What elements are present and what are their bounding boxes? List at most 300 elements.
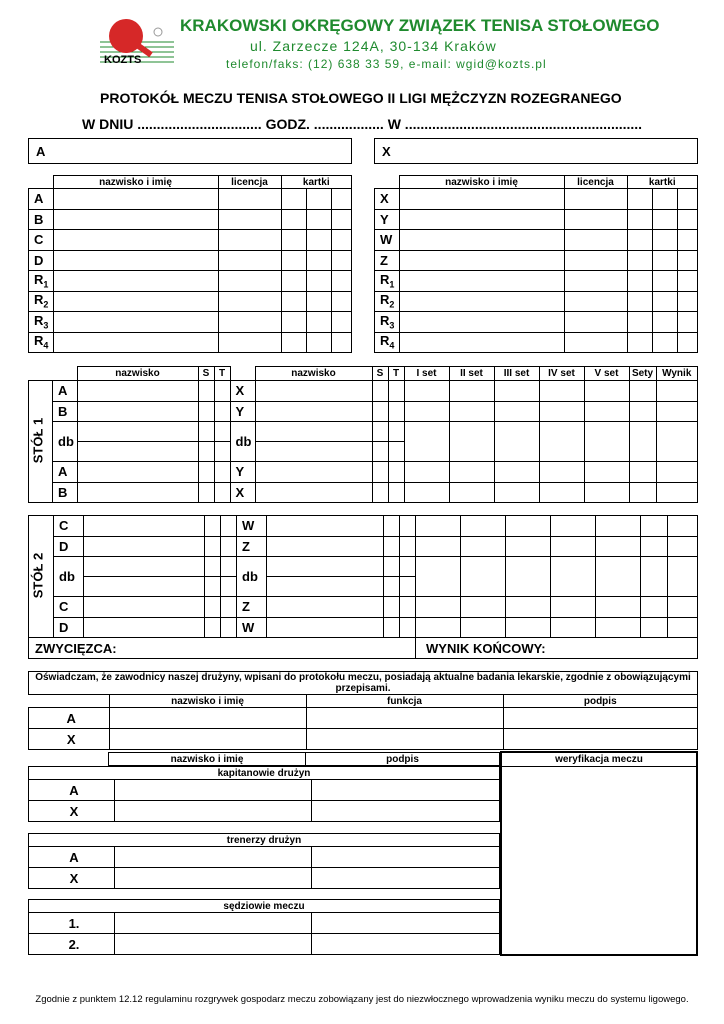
s-cell[interactable]: [384, 617, 400, 638]
s-cell[interactable]: [372, 401, 388, 422]
set-cell[interactable]: [404, 482, 449, 503]
card-cell[interactable]: [331, 209, 352, 230]
final-result-label: WYNIK KOŃCOWY:: [426, 640, 546, 656]
license-cell[interactable]: [218, 271, 281, 292]
set-cell[interactable]: [494, 482, 539, 503]
match-header: T: [388, 367, 404, 381]
roster-row-label: B: [29, 209, 54, 230]
verification-label: weryfikacja meczu: [502, 753, 696, 767]
t-cell[interactable]: [388, 482, 404, 503]
card-cell[interactable]: [652, 250, 677, 271]
captain-row-label: A: [29, 780, 115, 801]
set-cell[interactable]: [539, 462, 584, 483]
roster-row-label: Z: [375, 250, 400, 271]
card-cell[interactable]: [652, 230, 677, 251]
license-cell[interactable]: [218, 209, 281, 230]
sets-cell[interactable]: [629, 401, 656, 422]
t-cell[interactable]: [221, 557, 237, 597]
logo: [98, 12, 176, 72]
player-cell[interactable]: [84, 597, 205, 618]
player-cell[interactable]: [84, 516, 205, 537]
final-result-field[interactable]: [416, 638, 698, 659]
doubles-cell[interactable]: [77, 422, 198, 462]
player-cell[interactable]: [255, 401, 372, 422]
signature-cell[interactable]: [312, 847, 500, 868]
sets-cell[interactable]: [641, 516, 668, 537]
team-a-box[interactable]: [28, 138, 352, 164]
card-cell[interactable]: [677, 271, 698, 292]
set-cell[interactable]: [584, 462, 629, 483]
card-cell[interactable]: [331, 291, 352, 312]
card-cell[interactable]: [331, 271, 352, 292]
roster-row-label: $R_4$: [29, 332, 54, 353]
card-cell[interactable]: [281, 230, 306, 251]
s-cell[interactable]: [384, 597, 400, 618]
name-cell[interactable]: [115, 780, 312, 801]
card-cell[interactable]: [652, 312, 677, 333]
player-cell[interactable]: [84, 617, 205, 638]
match-header: Wynik: [656, 367, 698, 381]
function-cell[interactable]: [306, 708, 503, 729]
set-cell[interactable]: [584, 422, 629, 462]
declaration-header-function: funkcja: [306, 695, 503, 708]
card-cell[interactable]: [627, 250, 652, 271]
card-cell[interactable]: [281, 291, 306, 312]
s-cell[interactable]: [205, 536, 221, 557]
s-cell[interactable]: [372, 422, 388, 462]
set-cell[interactable]: [551, 617, 596, 638]
signature-cell[interactable]: [312, 934, 500, 955]
name-cell[interactable]: [399, 332, 564, 353]
roster-row-label: $R_1$: [375, 271, 400, 292]
card-cell[interactable]: [652, 271, 677, 292]
t-cell[interactable]: [221, 597, 237, 618]
match-header: nazwisko: [255, 367, 372, 381]
signature-cell[interactable]: [503, 708, 698, 729]
s-cell[interactable]: [372, 482, 388, 503]
set-cell[interactable]: [506, 516, 551, 537]
s-cell[interactable]: [384, 536, 400, 557]
match-header: T: [214, 367, 230, 381]
captains-table: [28, 766, 500, 822]
function-cell[interactable]: [306, 729, 503, 750]
doubles-left-label: db: [54, 557, 84, 597]
t-cell[interactable]: [400, 557, 416, 597]
verification-box[interactable]: [500, 751, 698, 956]
set-cell[interactable]: [461, 617, 506, 638]
set-cell[interactable]: [449, 482, 494, 503]
set-cell[interactable]: [494, 422, 539, 462]
name-cell[interactable]: [109, 708, 306, 729]
declaration-header-name: nazwisko i imię: [109, 695, 306, 708]
card-cell[interactable]: [677, 230, 698, 251]
doubles-cell[interactable]: [255, 422, 372, 462]
card-cell[interactable]: [677, 312, 698, 333]
card-cell[interactable]: [677, 209, 698, 230]
card-cell[interactable]: [677, 291, 698, 312]
sets-cell[interactable]: [641, 536, 668, 557]
name-cell[interactable]: [53, 250, 218, 271]
set-cell[interactable]: [461, 557, 506, 597]
player-cell[interactable]: [77, 462, 198, 483]
license-cell[interactable]: [564, 209, 627, 230]
set-cell[interactable]: [551, 516, 596, 537]
signatures-header: [108, 752, 500, 766]
license-cell[interactable]: [218, 250, 281, 271]
footer-note: Zgodnie z punktem 12.12 regulaminu rozgrywek gospodarz meczu zobowiązany jest do niezwłocznego wprowadzenia wyniku meczu do systemu ligowego.: [35, 994, 689, 1005]
card-cell[interactable]: [306, 189, 331, 210]
set-cell[interactable]: [584, 482, 629, 503]
name-cell[interactable]: [115, 868, 312, 889]
player-cell[interactable]: [267, 617, 384, 638]
s-cell[interactable]: [198, 462, 214, 483]
logo-text: KOZTS: [104, 54, 142, 66]
card-cell[interactable]: [627, 332, 652, 353]
player-left-label: D: [54, 536, 84, 557]
result-cell[interactable]: [668, 536, 698, 557]
set-cell[interactable]: [596, 597, 641, 618]
t-cell[interactable]: [214, 381, 230, 402]
doubles-cell[interactable]: [84, 557, 205, 597]
team-a-label: A: [36, 144, 46, 159]
roster-header-cards: kartki: [281, 176, 352, 189]
s-cell[interactable]: [198, 401, 214, 422]
org-name: KRAKOWSKI OKRĘGOWY ZWIĄZEK TENISA STOŁOWEGO: [180, 16, 660, 35]
name-cell[interactable]: [399, 250, 564, 271]
set-cell[interactable]: [461, 516, 506, 537]
card-cell[interactable]: [281, 271, 306, 292]
signature-cell[interactable]: [312, 780, 500, 801]
s-cell[interactable]: [372, 381, 388, 402]
player-right-label: Z: [237, 536, 267, 557]
set-cell[interactable]: [449, 422, 494, 462]
card-cell[interactable]: [627, 189, 652, 210]
t-cell[interactable]: [400, 617, 416, 638]
license-cell[interactable]: [218, 230, 281, 251]
name-cell[interactable]: [53, 332, 218, 353]
player-left-label: A: [53, 381, 78, 402]
set-cell[interactable]: [404, 401, 449, 422]
roster-row-label: $R_4$: [375, 332, 400, 353]
set-cell[interactable]: [584, 401, 629, 422]
roster-header-name: nazwisko i imię: [53, 176, 218, 189]
name-cell[interactable]: [53, 291, 218, 312]
match-header: S: [372, 367, 388, 381]
card-cell[interactable]: [652, 189, 677, 210]
match-header: S: [198, 367, 214, 381]
license-cell[interactable]: [218, 312, 281, 333]
t-cell[interactable]: [388, 381, 404, 402]
set-cell[interactable]: [551, 536, 596, 557]
roster-row-label: Y: [375, 209, 400, 230]
player-right-label: Y: [230, 462, 255, 483]
referees-table: [28, 899, 500, 955]
player-left-label: C: [54, 516, 84, 537]
set-cell[interactable]: [449, 401, 494, 422]
coaches-title: trenerzy drużyn: [29, 834, 500, 847]
t-cell[interactable]: [388, 422, 404, 462]
s-cell[interactable]: [205, 557, 221, 597]
s-cell[interactable]: [205, 597, 221, 618]
player-right-label: X: [230, 482, 255, 503]
set-cell[interactable]: [494, 381, 539, 402]
set-cell[interactable]: [461, 536, 506, 557]
result-cell[interactable]: [656, 462, 698, 483]
set-cell[interactable]: [416, 597, 461, 618]
t-cell[interactable]: [388, 462, 404, 483]
set-cell[interactable]: [539, 482, 584, 503]
set-cell[interactable]: [449, 381, 494, 402]
card-cell[interactable]: [331, 189, 352, 210]
player-cell[interactable]: [255, 462, 372, 483]
set-cell[interactable]: [551, 557, 596, 597]
org-address: ul. Zarzecze 124A, 30-134 Kraków: [250, 38, 497, 54]
card-cell[interactable]: [677, 250, 698, 271]
set-cell[interactable]: [596, 536, 641, 557]
signature-cell[interactable]: [312, 913, 500, 934]
team-x-box[interactable]: [374, 138, 698, 164]
t-cell[interactable]: [214, 401, 230, 422]
sets-cell[interactable]: [629, 482, 656, 503]
card-cell[interactable]: [306, 291, 331, 312]
card-cell[interactable]: [281, 250, 306, 271]
set-cell[interactable]: [416, 536, 461, 557]
s-cell[interactable]: [384, 557, 400, 597]
license-cell[interactable]: [564, 291, 627, 312]
name-cell[interactable]: [115, 801, 312, 822]
s-cell[interactable]: [205, 617, 221, 638]
card-cell[interactable]: [677, 332, 698, 353]
t-cell[interactable]: [221, 516, 237, 537]
name-cell[interactable]: [399, 230, 564, 251]
player-cell[interactable]: [77, 401, 198, 422]
player-cell[interactable]: [84, 536, 205, 557]
player-left-label: D: [54, 617, 84, 638]
card-cell[interactable]: [331, 230, 352, 251]
name-cell[interactable]: [53, 271, 218, 292]
name-cell[interactable]: [399, 189, 564, 210]
coaches-table: [28, 833, 500, 889]
player-left-label: C: [54, 597, 84, 618]
set-cell[interactable]: [539, 401, 584, 422]
card-cell[interactable]: [281, 209, 306, 230]
card-cell[interactable]: [306, 332, 331, 353]
set-cell[interactable]: [596, 617, 641, 638]
roster-row-label: W: [375, 230, 400, 251]
roster-table-a: [28, 175, 352, 353]
card-cell[interactable]: [281, 312, 306, 333]
sets-cell[interactable]: [641, 617, 668, 638]
roster-row-label: $R_3$: [375, 312, 400, 333]
sets-cell[interactable]: [641, 557, 668, 597]
result-cell[interactable]: [656, 381, 698, 402]
s-cell[interactable]: [372, 462, 388, 483]
t-cell[interactable]: [388, 401, 404, 422]
set-cell[interactable]: [506, 536, 551, 557]
roster-row-label: C: [29, 230, 54, 251]
t-cell[interactable]: [400, 597, 416, 618]
sets-cell[interactable]: [629, 422, 656, 462]
t-cell[interactable]: [221, 617, 237, 638]
result-cell[interactable]: [668, 597, 698, 618]
s-cell[interactable]: [198, 381, 214, 402]
card-cell[interactable]: [306, 312, 331, 333]
name-cell[interactable]: [53, 230, 218, 251]
player-cell[interactable]: [255, 381, 372, 402]
roster-table-x: [374, 175, 698, 353]
result-cell[interactable]: [668, 557, 698, 597]
card-cell[interactable]: [627, 291, 652, 312]
winner-field[interactable]: [29, 638, 416, 659]
player-cell[interactable]: [77, 381, 198, 402]
table-2-label: STÓŁ 2: [30, 552, 46, 599]
license-cell[interactable]: [564, 271, 627, 292]
declaration-row-label: A: [29, 708, 110, 729]
set-cell[interactable]: [404, 381, 449, 402]
player-right-label: W: [237, 617, 267, 638]
set-cell[interactable]: [404, 422, 449, 462]
card-cell[interactable]: [281, 332, 306, 353]
player-cell[interactable]: [267, 597, 384, 618]
card-cell[interactable]: [652, 291, 677, 312]
set-cell[interactable]: [506, 617, 551, 638]
set-cell[interactable]: [584, 381, 629, 402]
card-cell[interactable]: [677, 189, 698, 210]
roster-header-license: licencja: [218, 176, 281, 189]
coach-row-label: X: [29, 868, 115, 889]
roster-row-label: $R_3$: [29, 312, 54, 333]
card-cell[interactable]: [331, 332, 352, 353]
player-cell[interactable]: [77, 482, 198, 503]
set-cell[interactable]: [416, 617, 461, 638]
name-cell[interactable]: [115, 847, 312, 868]
license-cell[interactable]: [218, 189, 281, 210]
name-cell[interactable]: [399, 271, 564, 292]
name-cell[interactable]: [399, 312, 564, 333]
set-cell[interactable]: [449, 462, 494, 483]
match-header: V set: [584, 367, 629, 381]
match-header: Sety: [629, 367, 656, 381]
card-cell[interactable]: [627, 312, 652, 333]
name-cell[interactable]: [53, 209, 218, 230]
declaration-table: [28, 671, 698, 750]
name-cell[interactable]: [115, 913, 312, 934]
set-cell[interactable]: [416, 557, 461, 597]
declaration-row-label: X: [29, 729, 110, 750]
license-cell[interactable]: [564, 250, 627, 271]
set-cell[interactable]: [416, 516, 461, 537]
name-cell[interactable]: [53, 189, 218, 210]
card-cell[interactable]: [627, 230, 652, 251]
t-cell[interactable]: [400, 516, 416, 537]
name-cell[interactable]: [109, 729, 306, 750]
roster-header-name: nazwisko i imię: [399, 176, 564, 189]
set-cell[interactable]: [494, 462, 539, 483]
set-cell[interactable]: [596, 557, 641, 597]
t-cell[interactable]: [214, 462, 230, 483]
player-cell[interactable]: [255, 482, 372, 503]
name-cell[interactable]: [53, 312, 218, 333]
license-cell[interactable]: [564, 230, 627, 251]
set-cell[interactable]: [506, 557, 551, 597]
sets-cell[interactable]: [629, 381, 656, 402]
license-cell[interactable]: [564, 312, 627, 333]
name-cell[interactable]: [399, 209, 564, 230]
player-right-label: W: [237, 516, 267, 537]
player-left-label: B: [53, 401, 78, 422]
card-cell[interactable]: [652, 209, 677, 230]
set-cell[interactable]: [539, 381, 584, 402]
doubles-left-label: db: [53, 422, 78, 462]
license-cell[interactable]: [564, 189, 627, 210]
license-cell[interactable]: [218, 291, 281, 312]
license-cell[interactable]: [564, 332, 627, 353]
name-cell[interactable]: [399, 291, 564, 312]
player-right-label: Z: [237, 597, 267, 618]
table-1-label: STÓŁ 1: [30, 417, 46, 464]
result-cell[interactable]: [668, 516, 698, 537]
t-cell[interactable]: [214, 482, 230, 503]
card-cell[interactable]: [331, 250, 352, 271]
captains-title: kapitanowie drużyn: [29, 767, 500, 780]
card-cell[interactable]: [627, 209, 652, 230]
set-cell[interactable]: [506, 597, 551, 618]
t-cell[interactable]: [221, 536, 237, 557]
card-cell[interactable]: [306, 230, 331, 251]
set-cell[interactable]: [494, 401, 539, 422]
signature-cell[interactable]: [312, 801, 500, 822]
result-cell[interactable]: [656, 422, 698, 462]
signature-cell[interactable]: [503, 729, 698, 750]
table-2-label-cell: [29, 516, 54, 638]
s-cell[interactable]: [198, 482, 214, 503]
card-cell[interactable]: [652, 332, 677, 353]
doubles-right-label: db: [237, 557, 267, 597]
result-cell[interactable]: [668, 617, 698, 638]
result-cell[interactable]: [656, 482, 698, 503]
card-cell[interactable]: [627, 271, 652, 292]
set-cell[interactable]: [551, 597, 596, 618]
result-cell[interactable]: [656, 401, 698, 422]
sets-cell[interactable]: [641, 597, 668, 618]
card-cell[interactable]: [306, 250, 331, 271]
set-cell[interactable]: [596, 516, 641, 537]
s-cell[interactable]: [384, 516, 400, 537]
doubles-right-label: db: [230, 422, 255, 462]
name-cell[interactable]: [115, 934, 312, 955]
s-cell[interactable]: [205, 516, 221, 537]
card-cell[interactable]: [306, 271, 331, 292]
player-cell[interactable]: [267, 516, 384, 537]
t-cell[interactable]: [400, 536, 416, 557]
card-cell[interactable]: [306, 209, 331, 230]
card-cell[interactable]: [281, 189, 306, 210]
s-cell[interactable]: [198, 422, 214, 462]
doubles-cell[interactable]: [267, 557, 384, 597]
set-cell[interactable]: [461, 597, 506, 618]
set-cell[interactable]: [404, 462, 449, 483]
sets-cell[interactable]: [629, 462, 656, 483]
set-cell[interactable]: [539, 422, 584, 462]
signatures-header-signature: podpis: [306, 753, 500, 766]
t-cell[interactable]: [214, 422, 230, 462]
card-cell[interactable]: [331, 312, 352, 333]
player-cell[interactable]: [267, 536, 384, 557]
page-title: PROTOKÓŁ MECZU TENISA STOŁOWEGO II LIGI MĘŻCZYZN ROZEGRANEGO: [100, 90, 622, 106]
roster-row-label: A: [29, 189, 54, 210]
license-cell[interactable]: [218, 332, 281, 353]
signature-cell[interactable]: [312, 868, 500, 889]
